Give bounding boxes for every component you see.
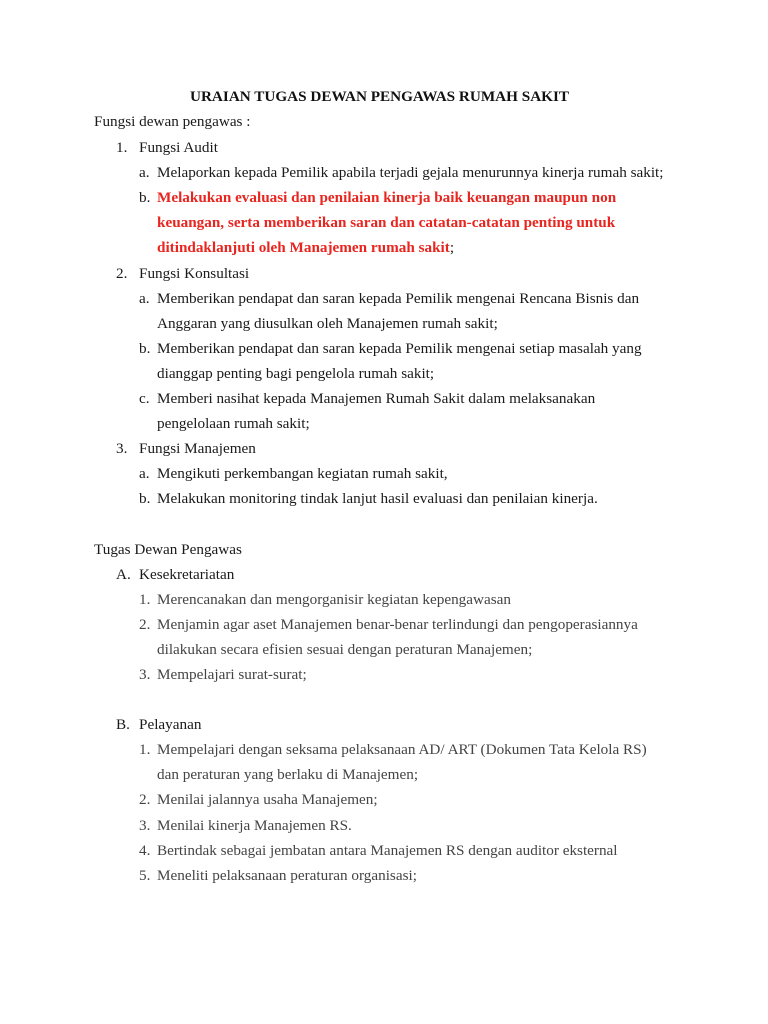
list-item-highlight: Melakukan evaluasi dan penilaian kinerja baik keuangan maupun non [157, 189, 617, 206]
list-item: Melakukan monitoring tindak lanjut hasil evaluasi dan penilaian kinerja. [157, 490, 598, 507]
list-marker: a. [139, 164, 150, 181]
list-item: Mempelajari surat-surat; [157, 666, 307, 683]
list-item-highlight: keuangan, serta memberikan saran dan catatan-catatan penting untuk [157, 214, 616, 231]
list-item: Mempelajari dengan seksama pelaksanaan AD/ ART (Dokumen Tata Kelola RS) [157, 741, 647, 758]
list-item-continued: pengelolaan rumah sakit; [157, 415, 310, 432]
list-item: Memberikan pendapat dan saran kepada Pemilik mengenai setiap masalah yang [157, 340, 642, 357]
list-marker: 5. [139, 867, 151, 884]
list-marker: 1. [139, 741, 151, 758]
list-item-highlight-last-line [157, 239, 454, 257]
section-heading-pelayanan: Pelayanan [139, 716, 202, 733]
list-marker: b. [139, 340, 151, 357]
highlight-text: ditindaklanjuti oleh Manajemen rumah sakit [157, 239, 450, 256]
list-marker: 4. [139, 842, 151, 859]
list-item: Merencanakan dan mengorganisir kegiatan kepengawasan [157, 591, 511, 608]
list-item: Bertindak sebagai jembatan antara Manajemen RS dengan auditor eksternal [157, 842, 618, 859]
list-marker: 1. [116, 139, 128, 156]
list-marker: a. [139, 290, 150, 307]
function-heading-konsultasi: Fungsi Konsultasi [139, 265, 250, 282]
list-item: Memberikan pendapat dan saran kepada Pemilik mengenai Rencana Bisnis dan [157, 290, 640, 307]
list-marker: b. [139, 490, 151, 507]
tugas-intro: Tugas Dewan Pengawas [94, 541, 242, 558]
list-item-continued: dan peraturan yang berlaku di Manajemen; [157, 766, 419, 783]
list-item: Memberi nasihat kepada Manajemen Rumah Sakit dalam melaksanakan [157, 390, 596, 407]
list-item: Menjamin agar aset Manajemen benar-benar terlindungi dan pengoperasiannya [157, 616, 638, 633]
section-marker: B. [116, 716, 130, 733]
function-heading-audit: Fungsi Audit [139, 139, 218, 156]
document-title: URAIAN TUGAS DEWAN PENGAWAS RUMAH SAKIT [190, 88, 570, 105]
function-heading-manajemen: Fungsi Manajemen [139, 440, 256, 457]
list-marker: a. [139, 465, 150, 482]
list-item: Meneliti pelaksanaan peraturan organisasi; [157, 867, 417, 884]
list-marker: 3. [139, 817, 151, 834]
list-item-continued: dilakukan secara efisien sesuai dengan peraturan Manajemen; [157, 641, 533, 658]
list-marker: 3. [116, 440, 128, 457]
fungsi-intro: Fungsi dewan pengawas : [94, 113, 251, 130]
list-marker: b. [139, 189, 151, 206]
list-marker: 1. [139, 591, 151, 608]
list-item: Menilai kinerja Manajemen RS. [157, 817, 352, 834]
list-marker: 2. [139, 616, 151, 633]
list-marker: 2. [139, 791, 151, 808]
section-marker: A. [116, 566, 131, 583]
section-heading-kesekretariatan: Kesekretariatan [139, 566, 235, 583]
list-marker: c. [139, 390, 150, 407]
list-item-continued: Anggaran yang diusulkan oleh Manajemen rumah sakit; [157, 315, 498, 332]
list-item: Melaporkan kepada Pemilik apabila terjadi gejala menurunnya kinerja rumah sakit; [157, 164, 664, 181]
highlight-suffix: ; [449, 239, 455, 256]
list-item: Menilai jalannya usaha Manajemen; [157, 791, 378, 808]
list-item: Mengikuti perkembangan kegiatan rumah sakit, [157, 465, 448, 482]
list-marker: 3. [139, 666, 151, 683]
list-marker: 2. [116, 265, 128, 282]
list-item-continued: dianggap penting bagi pengelola rumah sakit; [157, 365, 435, 382]
